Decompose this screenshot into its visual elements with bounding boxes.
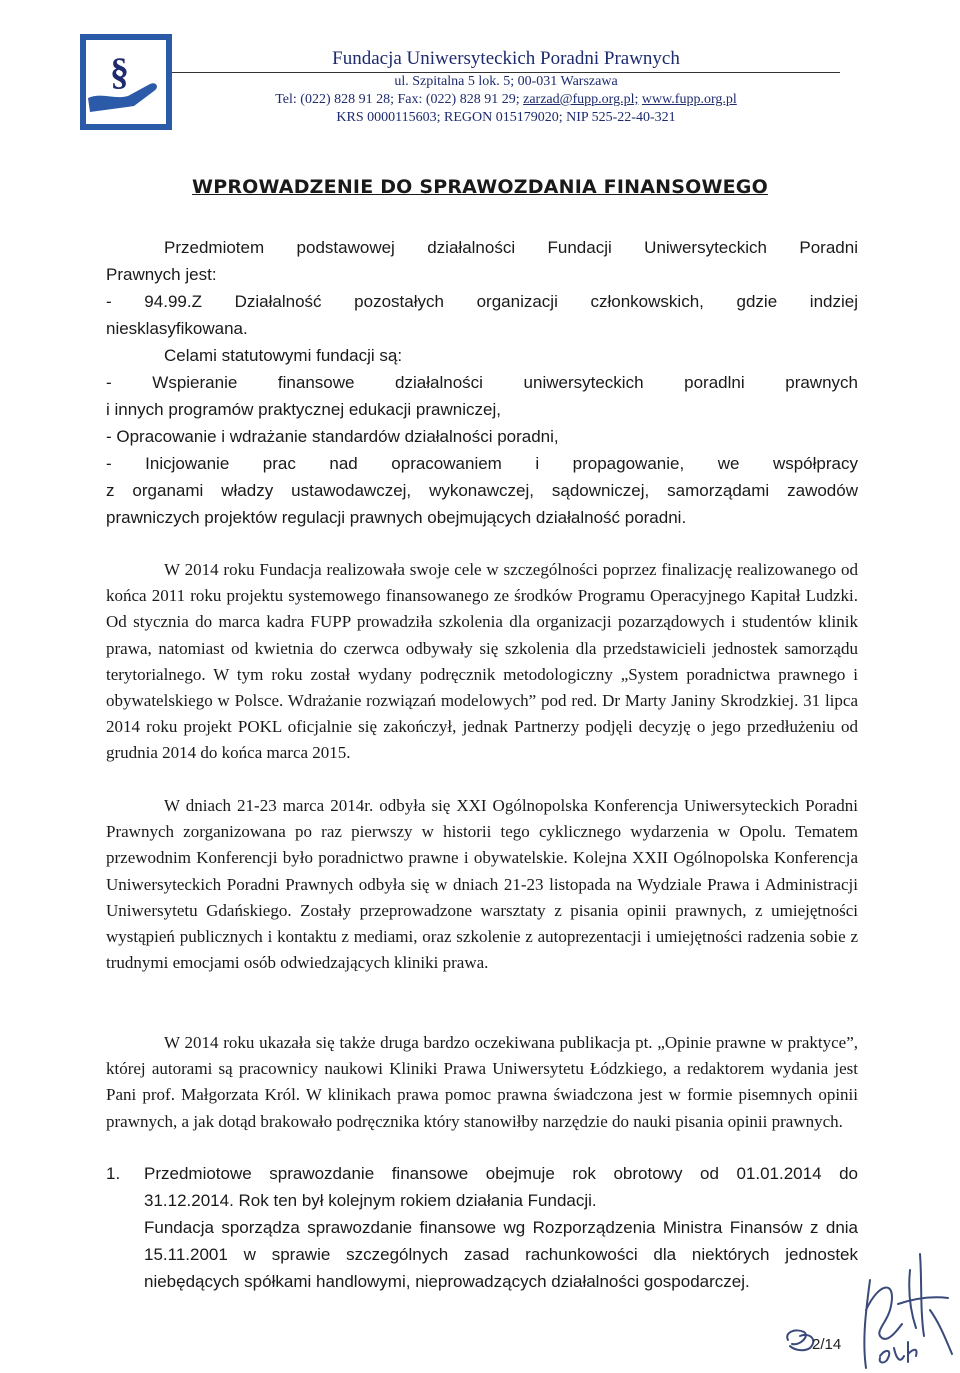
email-link[interactable]: zarzad@fupp.org.pl;	[523, 92, 639, 107]
goal-3-line-1: - Inicjowanie prac nad opracowaniem i propagowanie, we współpracy	[106, 454, 858, 473]
goals-heading: Celami statutowymi fundacji są:	[164, 346, 403, 365]
goal-3-line-3: prawniczych projektów regulacji prawnych obejmujących działalność poradni.	[106, 508, 687, 527]
paragraph-publication-text: W 2014 roku ukazała się także druga bardzo oczekiwana publikacja pt. „Opinie prawne w praktyce”, której autorami są pracownicy naukowi Kliniki Prawa Uniwersytetu Łódzkiego, a redaktorem wydania jest Pani prof. Małgorzata Król. W klinikach prawa pomoc prawna świadczona jest w formie pisemnych opinii prawnych, a jak dotąd brakowało podręcznika który stanowiłby narzędzie do nauki pisania opinii prawnych.	[106, 1033, 858, 1131]
pkd-line-2: niesklasyfikowana.	[106, 319, 248, 338]
handwritten-signature-icon	[770, 1240, 960, 1373]
paragraph-publication	[106, 1030, 858, 1135]
svg-text:§: §	[110, 51, 129, 93]
goal-3-line-2: z organami władzy ustawodawczej, wykonawczej, sądowniczej, samorządami zawodów	[106, 481, 858, 500]
registry-numbers: KRS 0000115603; REGON 015179020; NIP 525-22-40-321	[336, 110, 676, 125]
pkd-line-1: - 94.99.Z Działalność pozostałych organizacji członkowskich, gdzie indziej	[106, 292, 858, 311]
organization-name: Fundacja Uniwersyteckich Poradni Prawnych	[332, 48, 680, 69]
phone-fax: Tel: (022) 828 91 28; Fax: (022) 828 91 29;	[275, 92, 520, 107]
activity-line-2: Prawnych jest:	[106, 265, 217, 284]
list-item-basis: Fundacja sporządza sprawozdanie finansowe wg Rozporządzenia Ministra Finansów z dnia 15.11.2001 w sprawie szczególnych zasad rachunkowości dla niektórych jednostek niebędących spółkami handlowymi, nieprowadzących działalności gospodarczej.	[144, 1218, 858, 1291]
activity-line-1: Przedmiotem podstawowej działalności Fundacji Uniwersyteckich Poradni	[164, 238, 858, 257]
goal-1-line-2: i innych programów praktycznej edukacji prawniczej,	[106, 400, 501, 419]
page-number: 2/14	[812, 1336, 842, 1353]
list-item-line-1: Przedmiotowe sprawozdanie finansowe obejmuje rok obrotowy od 01.01.2014 do	[144, 1164, 858, 1183]
foundation-logo-icon	[80, 34, 172, 130]
goal-1-line-1: - Wspieranie finansowe działalności uniwersyteckich poradlni prawnych	[106, 373, 858, 392]
document-title: WPROWADZENIE DO SPRAWOZDANIA FINANSOWEGO	[192, 176, 768, 198]
list-item-body	[144, 1160, 858, 1295]
contact-line	[170, 91, 842, 109]
paragraph-conference	[106, 793, 858, 976]
website-link[interactable]: www.fupp.org.pl	[641, 92, 737, 107]
paragraph-conference-text: W dniach 21-23 marca 2014r. odbyła się XXI Ogólnopolska Konferencja Uniwersyteckich Poradni Prawnych zorganizowana po raz pierwszy w historii tego cyklicznego wydarzenia w Opolu. Tematem przewodnim Konferencji było poradnictwo prawne i obywatelskie. Kolejna XXII Ogólnopolska Konferencja Uniwersyteckich Poradni Prawnych odbyła się w dniach 21-23 listopada na Wydziale Prawa i Administracji Uniwersytetu Gdańskiego. Zostały przeprowadzone warsztaty z pisania opinii prawnych, z umiejętności wystąpień publicznych i kontaktu z mediami, oraz szkolenie z autoprezentacji i umiejętności radzenia sobie z trudnymi emocjami osób odwiedzających kliniki prawa.	[106, 796, 858, 973]
letterhead	[170, 48, 842, 127]
paragraph-2014	[106, 557, 858, 767]
list-item-line-2: 31.12.2014. Rok ten był kolejnym rokiem działania Fundacji.	[144, 1191, 597, 1210]
activity-paragraph	[106, 234, 858, 531]
list-item-number: 1.	[106, 1164, 121, 1183]
paragraph-2014-text: W 2014 roku Fundacja realizowała swoje cele w szczególności poprzez finalizację realizowanego od końca 2011 roku projektu systemowego finansowanego ze środków Programu Operacyjnego Kapitał Ludzki. Od stycznia do marca kadra FUPP prowadziła szkolenia dla organizacji pozarządowych i studentów klinik prawa, natomiast od kwietnia do czerwca odbywały się szkolenia dla przedstawicieli jednostek samorządu terytorialnego. W tym roku został wydany podręcznik metodologiczny „System poradnictwa prawnego i obywatelskiego w Polsce. Wdrażanie rozwiązań modelowych” pod red. Dr Marty Janiny Skrodzkiej. 31 lipca 2014 roku projekt POKL oficjalnie się zakończył, jednak Partnerzy podjęli decyzję o jego przedłużeniu od grudnia 2014 do końca marca 2015.	[106, 560, 858, 763]
goal-2: - Opracowanie i wdrażanie standardów działalności poradni,	[106, 427, 559, 446]
organization-address: ul. Szpitalna 5 lok. 5; 00-031 Warszawa	[394, 74, 618, 89]
